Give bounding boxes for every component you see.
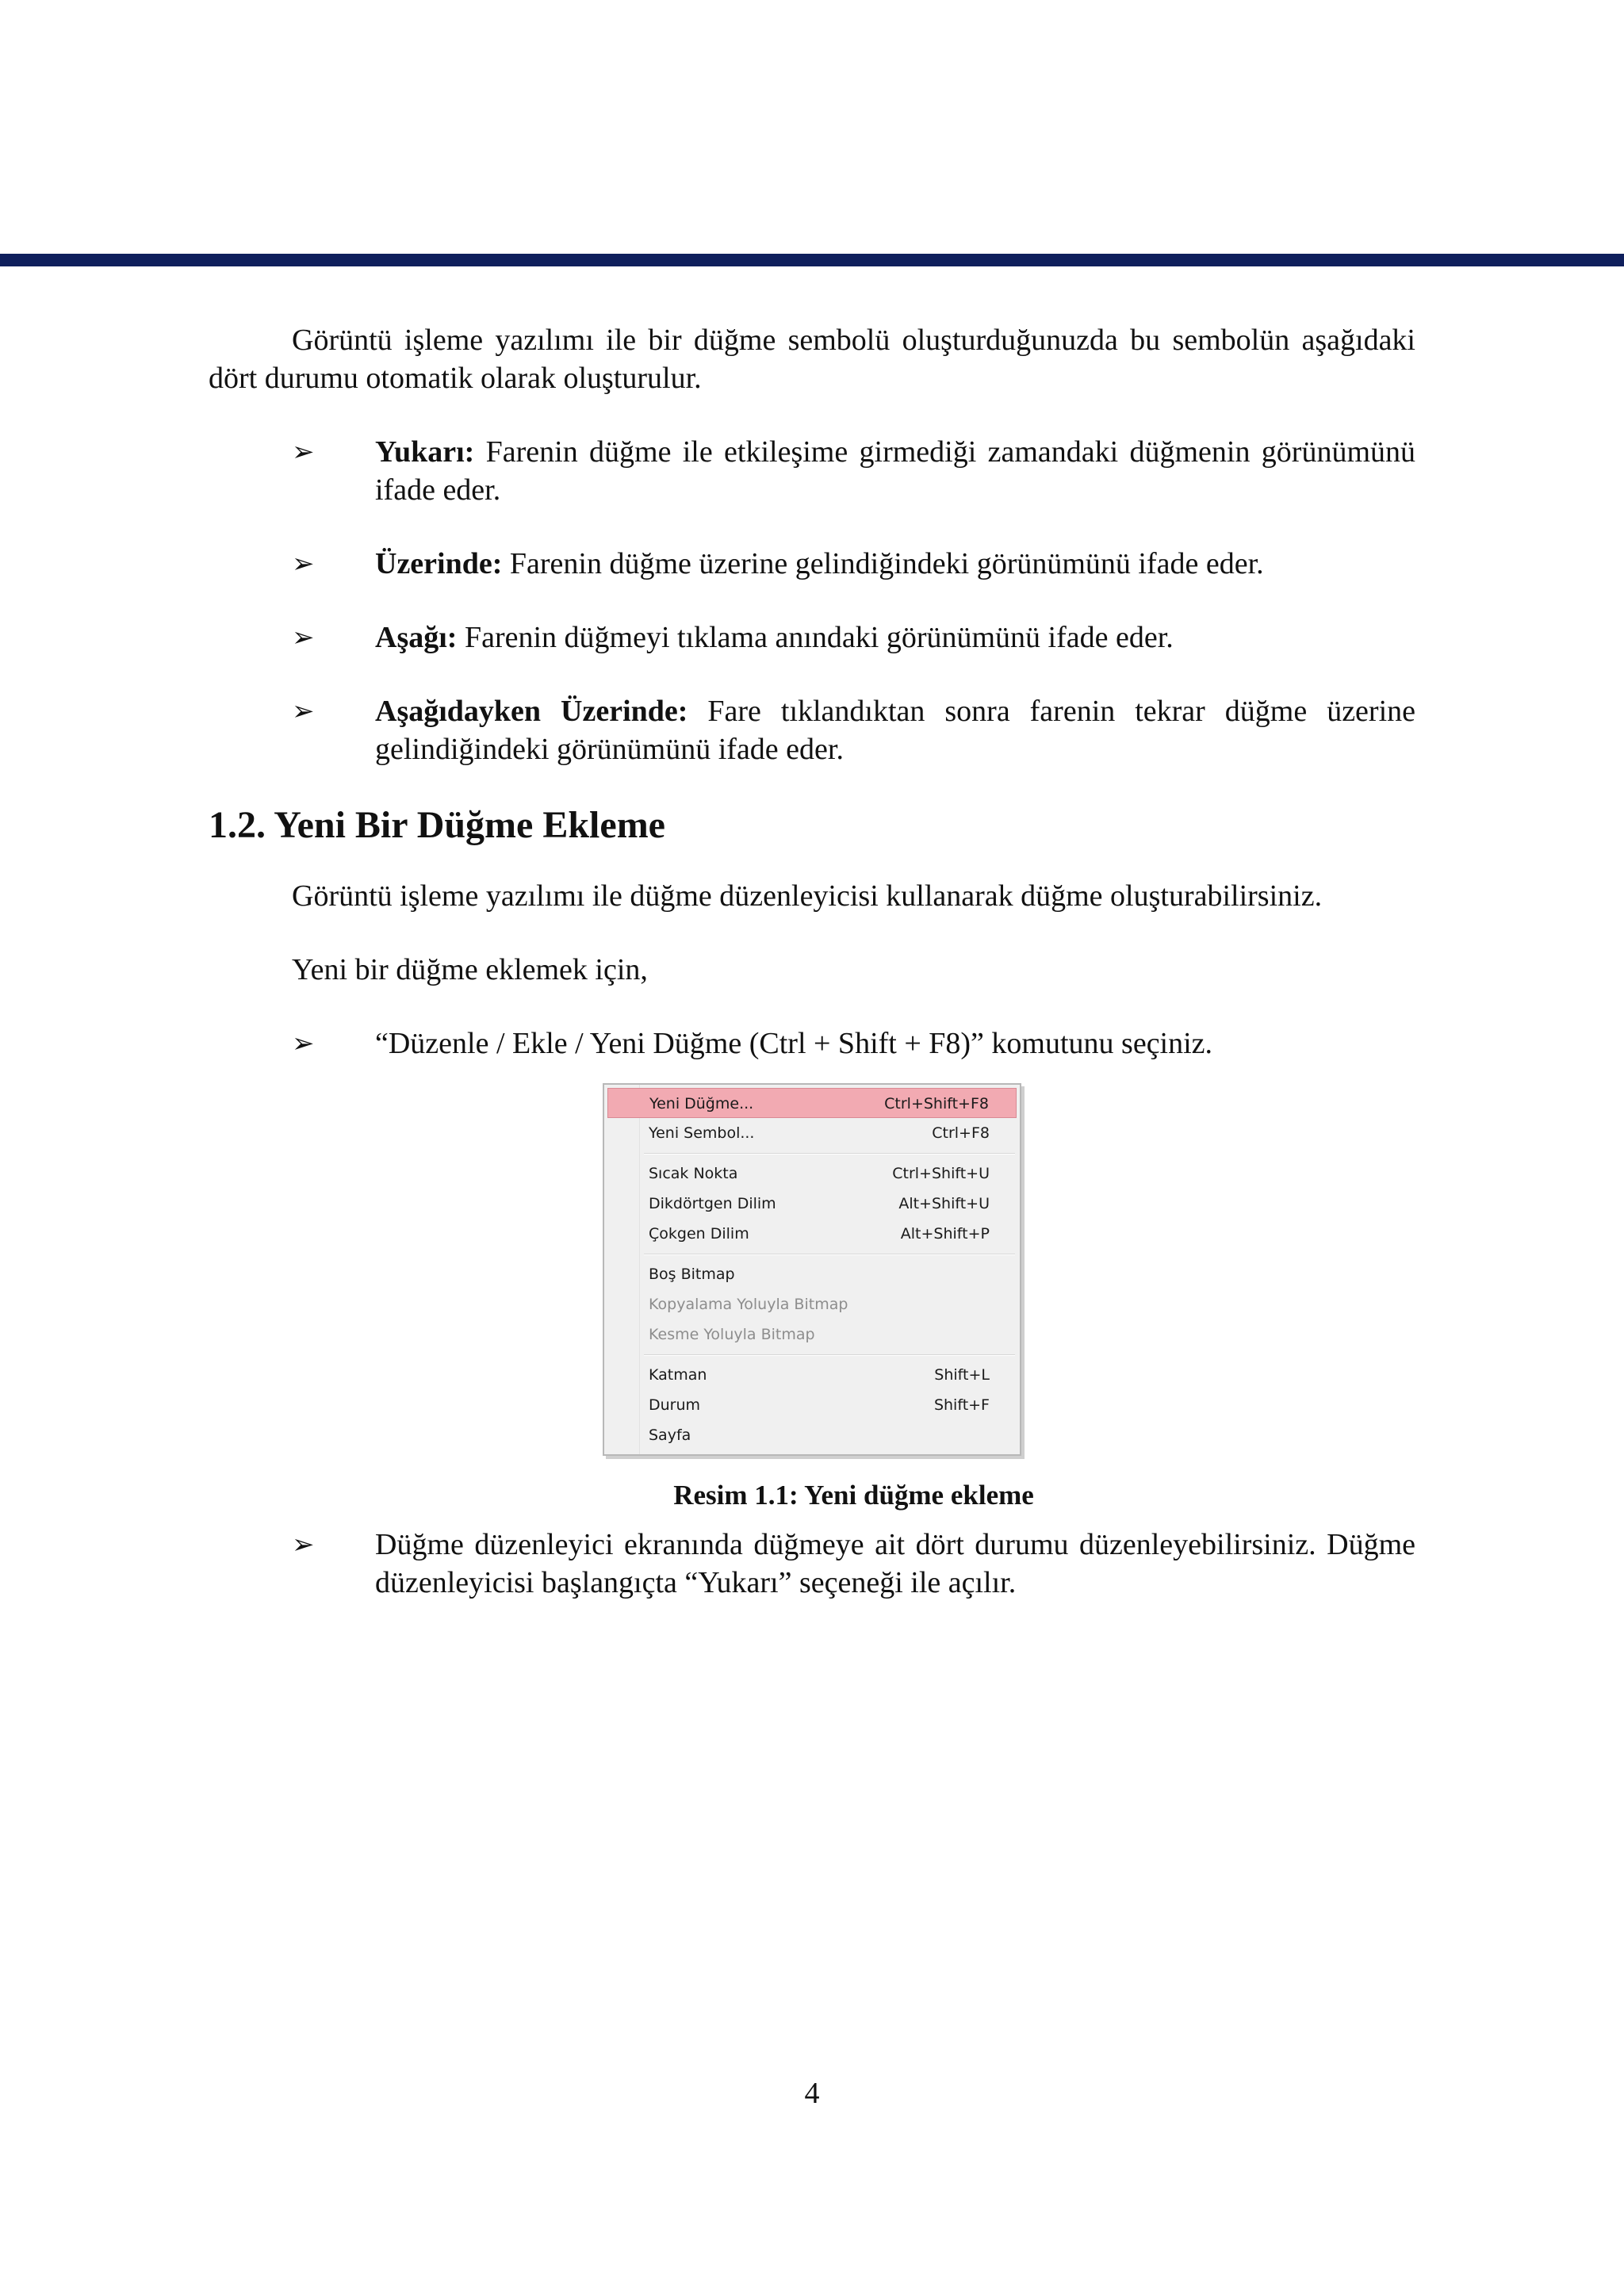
menu-item-layer[interactable]	[607, 1360, 1017, 1390]
state-description: Farenin düğme üzerine gelindiğindeki görünümünü ifade eder.	[502, 547, 1264, 580]
menu-item-label: Çokgen Dilim	[649, 1225, 749, 1243]
menu-item-label: Boş Bitmap	[649, 1266, 735, 1283]
menu-item-new-button[interactable]	[607, 1088, 1017, 1118]
page-content	[209, 321, 1415, 1602]
arrow-bullet-icon: ➢	[292, 622, 315, 653]
section-paragraph: Yeni bir düğme eklemek için,	[292, 953, 648, 986]
state-term: Aşağı:	[375, 621, 458, 654]
list-item-down-over-state	[209, 692, 1415, 768]
menu-item-label: Sayfa	[649, 1426, 691, 1444]
menu-item-label: Kesme Yoluyla Bitmap	[649, 1326, 815, 1343]
arrow-bullet-icon: ➢	[292, 1529, 315, 1560]
step-text: Düğme düzenleyici ekranında düğmeye ait dört durumu düzenleyebilirsiniz. Düğme düzenleyicisi başlangıçta “Yukarı” seçeneği ile açılır.	[375, 1528, 1415, 1599]
list-item-over-state	[209, 545, 1415, 583]
menu-item-shortcut: Shift+F	[933, 1396, 990, 1414]
menu-item-label: Durum	[649, 1396, 701, 1414]
list-item-step	[209, 1024, 1415, 1063]
menu-item-shortcut: Alt+Shift+U	[898, 1195, 990, 1212]
menu-item-label: Dikdörtgen Dilim	[649, 1195, 776, 1212]
menu-item-shortcut: Shift+L	[934, 1366, 990, 1384]
menu-item-label: Yeni Düğme...	[649, 1095, 754, 1112]
menu-separator	[644, 1153, 1015, 1155]
state-term: Yukarı:	[375, 435, 475, 469]
menu-item-shortcut: Ctrl+Shift+F8	[884, 1095, 989, 1112]
state-term: Aşağıdayken Üzerinde:	[375, 695, 688, 728]
menu-item-state[interactable]	[607, 1390, 1017, 1420]
section-paragraph: Görüntü işleme yazılımı ile düğme düzenleyicisi kullanarak düğme oluşturabilirsiniz.	[292, 879, 1323, 913]
menu-item-shortcut: Ctrl+F8	[932, 1124, 990, 1142]
menu-item-polygon-slice[interactable]	[607, 1219, 1017, 1249]
section-heading: 1.2. Yeni Bir Düğme Ekleme	[209, 804, 665, 846]
menu-item-rectangle-slice[interactable]	[607, 1189, 1017, 1219]
menu-item-empty-bitmap[interactable]	[607, 1259, 1017, 1289]
list-item-down-state	[209, 618, 1415, 657]
menu-item-page[interactable]	[607, 1420, 1017, 1450]
menu-item-label: Yeni Sembol...	[649, 1124, 755, 1142]
list-item-step	[209, 1526, 1415, 1602]
menu-separator	[644, 1354, 1015, 1356]
state-term: Üzerinde:	[375, 547, 503, 580]
list-item-up-state	[209, 433, 1415, 509]
menu-item-label: Kopyalama Yoluyla Bitmap	[649, 1296, 848, 1313]
state-description: Fare tıklandıktan sonra farenin tekrar düğme üzerine gelindiğindeki görünümünü ifade eder.	[375, 695, 1415, 766]
menu-item-shortcut: Ctrl+Shift+U	[892, 1165, 990, 1182]
menu-item-bitmap-via-copy	[607, 1289, 1017, 1319]
steps-list-continued	[209, 1526, 1415, 1602]
arrow-bullet-icon: ➢	[292, 1028, 315, 1059]
menu-item-hotspot[interactable]	[607, 1158, 1017, 1189]
menu-item-shortcut: Alt+Shift+P	[900, 1225, 990, 1243]
header-rule	[0, 254, 1624, 266]
state-description: Farenin düğmeyi tıklama anındaki görünümünü ifade eder.	[457, 621, 1174, 654]
menu-item-label: Sıcak Nokta	[649, 1165, 738, 1182]
page-number: 4	[804, 2077, 820, 2110]
insert-menu-screenshot	[603, 1083, 1021, 1456]
menu-item-new-symbol[interactable]	[607, 1118, 1017, 1148]
arrow-bullet-icon: ➢	[292, 695, 315, 727]
arrow-bullet-icon: ➢	[292, 548, 315, 580]
state-description: Farenin düğme ile etkileşime girmediği zamandaki düğmenin görünümünü ifade eder.	[375, 435, 1415, 507]
button-states-list	[209, 433, 1415, 768]
steps-list	[209, 1024, 1415, 1063]
menu-item-label: Katman	[649, 1366, 707, 1384]
arrow-bullet-icon: ➢	[292, 436, 315, 468]
menu-separator	[644, 1254, 1015, 1255]
step-text: “Düzenle / Ekle / Yeni Düğme (Ctrl + Shift + F8)” komutunu seçiniz.	[375, 1027, 1213, 1060]
menu-item-bitmap-via-cut	[607, 1319, 1017, 1350]
intro-paragraph: Görüntü işleme yazılımı ile bir düğme sembolü oluşturduğunuzda bu sembolün aşağıdaki dört durumu otomatik olarak oluşturulur.	[209, 324, 1415, 395]
figure-caption: Resim 1.1: Yeni düğme ekleme	[673, 1480, 1034, 1511]
